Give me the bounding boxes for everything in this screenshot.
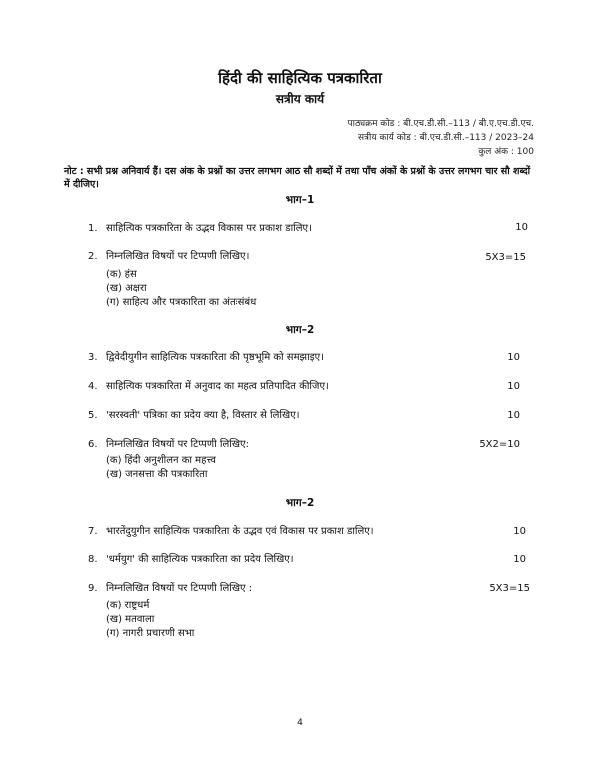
document-subtitle: सत्रीय कार्य (275, 92, 325, 106)
question-text: निम्नलिखित विषयों पर टिप्पणी लिखिए : (106, 583, 253, 594)
question-marks: 10 (507, 381, 520, 392)
question-number: 2. (88, 251, 98, 262)
question-number: 1. (88, 223, 98, 234)
sub-item: (ख) अक्षरा (106, 283, 147, 294)
sub-item: (क) हंस (106, 269, 137, 280)
sub-item: (क) राष्ट्रधर्म (106, 600, 150, 611)
instructions-note: नोट : सभी प्रश्न अनिवार्य हैं। दस अंक के प्रश्नों का उत्तर लगभग आठ सौ शब्दों में तथा पाँच अंकों के प्रश्नों के उत्तर लगभग चार सौ शब्दों में दीजिए। (64, 166, 531, 190)
section-heading: भाग–1 (285, 194, 315, 206)
question-text: साहित्यिक पत्रकारिता के उद्भव विकास पर प्रकाश डालिए। (106, 223, 312, 234)
question-marks: 5X3=15 (485, 252, 526, 263)
question-number: 8. (88, 554, 98, 565)
question-number: 7. (88, 526, 98, 537)
sub-item: (ख) मतवाला (106, 614, 155, 625)
section-heading: भाग–2 (285, 497, 315, 509)
question-text: 'सरस्वती' पत्रिका का प्रदेय क्या है, विस्तार से लिखिए। (106, 410, 300, 421)
question-marks: 5X2=10 (479, 439, 520, 450)
question-number: 4. (88, 381, 98, 392)
question-number: 6. (88, 439, 98, 450)
question-text: 'धर्मयुग' की साहित्यिक पत्रकारिता का प्रदेय लिखिए। (106, 554, 294, 565)
document-title: हिंदी की साहित्यिक पत्रकारिता (218, 69, 382, 87)
question-number: 3. (88, 352, 98, 363)
question-marks: 10 (513, 554, 526, 565)
question-text: निम्नलिखित विषयों पर टिप्पणी लिखिए। (106, 251, 250, 262)
sub-item: (ग) नागरी प्रचारणी सभा (106, 628, 195, 639)
question-marks: 5X3=15 (489, 583, 530, 594)
question-marks: 10 (507, 410, 520, 421)
course-code: पाठ्यक्रम कोड : बी.एच.डी.सी.–113 / बी.ए.एच.डी.एच. (347, 119, 534, 129)
question-marks: 10 (507, 352, 520, 363)
page-number: 4 (297, 718, 303, 728)
sub-item: (ग) साहित्य और पत्रकारिता का अंतःसंबंध (106, 297, 257, 308)
question-number: 9. (88, 583, 98, 594)
question-number: 5. (88, 410, 98, 421)
section-heading: भाग–2 (285, 324, 315, 336)
question-marks: 10 (513, 526, 526, 537)
question-text: निम्नलिखित विषयों पर टिप्पणी लिखिए: (106, 439, 249, 450)
question-text: साहित्यिक पत्रकारिता में अनुवाद का महत्व प्रतिपादित कीजिए। (106, 381, 329, 392)
assignment-code: सत्रीय कार्य कोड : बी.एच.डी.सी.–113 / 2023–24 (357, 133, 534, 143)
total-marks: कुल अंक : 100 (478, 147, 534, 157)
question-text: द्विवेदीयुगीन साहित्यिक पत्रकारिता की पृष्ठभूमि को समझाइए। (106, 352, 324, 363)
question-marks: 10 (515, 222, 528, 233)
sub-item: (क) हिंदी अनुशीलन का महत्त्व (106, 455, 216, 466)
question-text: भारतेंदुयुगीन साहित्यिक पत्रकारिता के उद्भव एवं विकास पर प्रकाश डालिए। (106, 526, 374, 537)
sub-item: (ख) जनसत्ता की पत्रकारिता (106, 469, 208, 480)
